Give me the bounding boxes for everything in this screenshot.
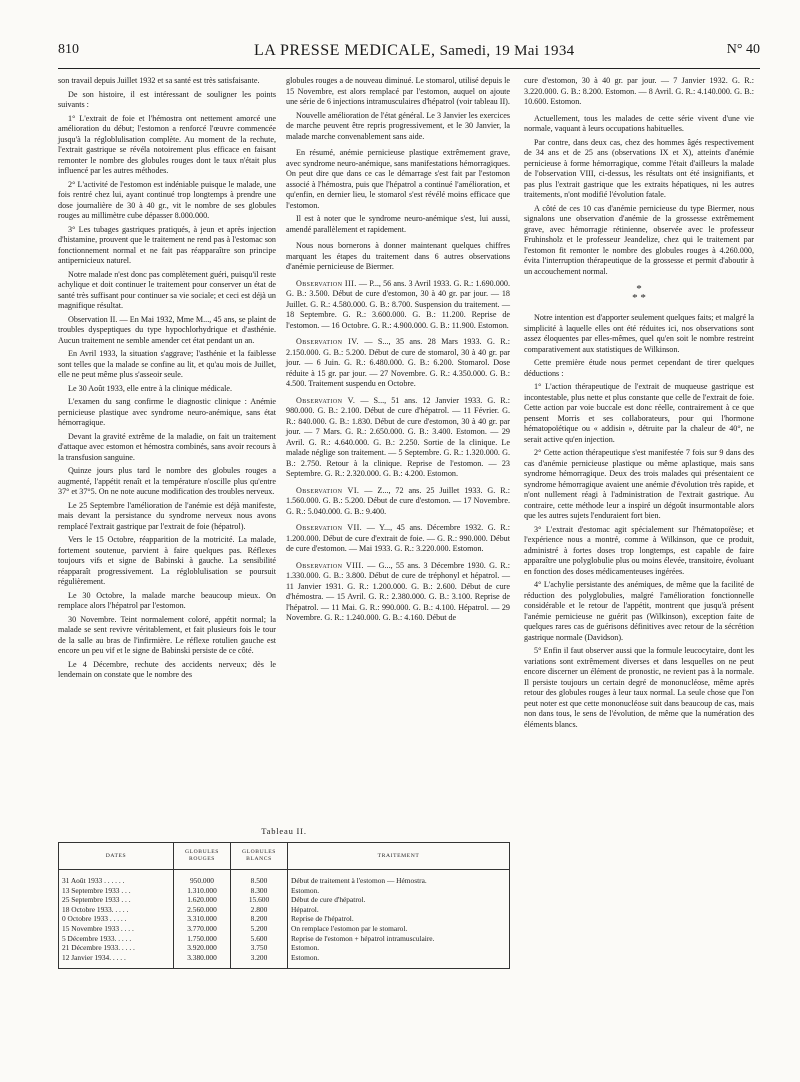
- table-row: [59, 934, 510, 944]
- paragraph: Le 30 Octobre, la malade marche beaucoup mieux. On remplace alors l'hépatrol par l'estomon.: [58, 590, 276, 610]
- column-header: GLOBULES BLANCS: [231, 843, 288, 870]
- date-cell: 18 Octobre 1933. . . . .: [59, 905, 174, 915]
- treatment-cell: Reprise de l'estomon + hépatrol intramusculaire.: [288, 934, 510, 944]
- red-cells-cell: 3.770.000: [174, 924, 231, 934]
- date-cell: 5 Décembre 1933. . . . .: [59, 934, 174, 944]
- date-cell: 31 Août 1933 . . . . . .: [59, 876, 174, 886]
- treatment-cell: Estomon.: [288, 953, 510, 969]
- paragraph: A côté de ces 10 cas d'anémie pernicieuse du type Biermer, nous signalons une observation d'anémie de la grossesse extrêmement grave, avec hémorragie rétinienne, observée avec le professeur Fruhinsholz et le professeur Jeandelize, chez qui le traitement par l'estomon fit remonter le nombre des globules rouges à 4.260.000, évita l'interruption thérapeutique de la grossesse et permit d'aboutir à un accouchement normal.: [524, 203, 754, 276]
- paragraph: Nouvelle amélioration de l'état général. Le 3 Janvier les exercices de marche peuvent être repris progressivement, et le 30 Janvier, la malade marche convenablement sans aide.: [286, 110, 510, 141]
- paragraph: 4° L'achylie persistante des anémiques, de même que la facilité de réduction des polyglobulies, malgré l'amélioration fonctionnelle considérable et le retour de l'appétit, montrent que jusqu'à présent l'anémie pernicieuse ne guérit pas (Wilkinson), exception faite de quelques rares cas de guérisons définitives avec retour de la sécrétion gastrique normale (Davidson).: [524, 580, 754, 642]
- paragraph: 3° L'extrait d'estomac agit spécialement sur l'hématopoïèse; et l'expérience nous a montré, comme à Wilkinson, que ce produit, administré à fortes doses trop longtemps, est capable de faire apparaître une polyglobulie plus ou moins élevée, transitoire, évoluant en fonction des doses médicamenteuses ingérées.: [524, 524, 754, 576]
- paragraph: En Avril 1933, la situation s'aggrave; l'asthénie et la faiblesse sont telles que la malade se confine au lit, et qu'au mois de Juillet, elle ne peut même plus s'asseoir seule.: [58, 349, 276, 379]
- asterism-line: * *: [632, 292, 646, 304]
- white-cells-cell: 5.200: [231, 924, 288, 934]
- table-row: [59, 905, 510, 915]
- paragraph: Le 4 Décembre, rechute des accidents nerveux; dès le lendemain on constate que le nombre des: [58, 659, 276, 679]
- paragraph: 2° Cette action thérapeutique s'est manifestée 7 fois sur 9 dans des cas d'anémie pernicieuse plastique ou même aplastique, mais sans syndrome hémorragique. Deux des trois malades qui présentaient ce syndrome hémorragique avaient une anémie d'évolution très rapide, et n'ont nullement réagi à l'administration de l'extrait gastrique. Au contraire, cette méthode leur a inspiré un dégoût insurmontable alors que les autres sujets l'enduraient fort bien.: [524, 448, 754, 520]
- treatment-cell: Hépatrol.: [288, 905, 510, 915]
- date-cell: 13 Septembre 1933 . . .: [59, 886, 174, 896]
- asterism-line: *: [636, 283, 642, 295]
- column-header: DATES: [59, 843, 174, 870]
- paragraph: Notre intention est d'apporter seulement quelques faits; et malgré la simplicité à laquelle elles ont été réduites ici, nos observations sont assez éloquentes par elles-mêmes, quel qu'en soit le nombre restreint comparativement aux statistiques de Wilkinson.: [524, 313, 754, 354]
- red-cells-cell: 3.920.000: [174, 943, 231, 953]
- date-cell: 15 Novembre 1933 . . . .: [59, 924, 174, 934]
- treatment-cell: Reprise de l'hépatrol.: [288, 914, 510, 924]
- white-cells-cell: 15.600: [231, 895, 288, 905]
- column-header: GLOBULES ROUGES: [174, 843, 231, 870]
- observation-label: Observation V.: [296, 395, 356, 405]
- white-cells-cell: 8.300: [231, 886, 288, 896]
- table-row: [59, 895, 510, 905]
- date-cell: 25 Septembre 1933 . . .: [59, 895, 174, 905]
- date-cell: 21 Décembre 1933. . . . .: [59, 943, 174, 953]
- issue-date: Samedi, 19 Mai 1934: [439, 43, 575, 59]
- white-cells-cell: 2.800: [231, 905, 288, 915]
- white-cells-cell: 5.600: [231, 934, 288, 944]
- table-row: [59, 953, 510, 969]
- observation-6: [286, 486, 510, 518]
- paragraph: cure d'estomon, 30 à 40 gr. par jour. — 7 Janvier 1932. G. R.: 3.220.000. G. B.: 8.200. Estomon. — 8 Avril. G. R.: 4.140.000. G. B.: 10.600. Estomon.: [524, 76, 754, 106]
- observation-text: — S..., 35 ans. 28 Mars 1933. G. R.: 2.150.000. G. B.: 5.200. Début de cure de stomarol, 30 à 40 gr. par jour. — 6 Juin. G. R.: 6.480.000. G. B.: 6.200. Stomarol. Dose réduite à 15 gr. par jour. — 27 Novembre. G. R.: 4.350.000. G. B.: 4.500. Traitement suspendu en Octobre.: [286, 337, 511, 388]
- red-cells-cell: 3.380.000: [174, 953, 231, 969]
- paragraph: Le 30 Août 1933, elle entre à la clinique médicale.: [68, 383, 233, 393]
- results-table: [58, 842, 510, 969]
- red-cells-cell: 1.750.000: [174, 934, 231, 944]
- paragraph: Vers le 15 Octobre, réapparition de la motricité. La malade, fortement soutenue, parvient à faire quelques pas. Réflexes toujours vifs et signe de Babinski à gauche. La sensibilité réapparaît progressivement. La régloblulisation se poursuit régulièrement.: [58, 535, 276, 586]
- paragraph: Actuellement, tous les malades de cette série vivent d'une vie normale, vaquant à leurs occupations habituelles.: [524, 113, 754, 133]
- white-cells-cell: 3.750: [231, 943, 288, 953]
- column-3: [524, 76, 754, 733]
- treatment-cell: Estomon.: [288, 886, 510, 896]
- observation-label: Observation VI.: [296, 485, 360, 495]
- observation-7: [286, 523, 510, 555]
- paragraph: 30 Novembre. Teint normalement coloré, appétit normal; la malade se sent revivre véritablement, et fait plusieurs fois le tour de la salle au bras de l'infirmière. Le réflexe rotulien gauche est encore un peu vif et le signe de Babinski persiste de ce côté.: [58, 614, 276, 655]
- page-number: 810: [58, 42, 79, 57]
- white-cells-cell: 8.200: [231, 914, 288, 924]
- observation-text: — G..., 55 ans. 3 Décembre 1930. G. R.: 1.330.000. G. B.: 3.800. Début de cure de tréphonyl et hépatrol. — 11 Janvier 1931. G. R.: 1.200.000. G. B.: 2.600. Début de cure d'hémostra. — 15 Avril. G. R.: 2.380.000. G. B.: 3.100. Reprise de l'hépatrol. — 11 Mai. G. R.: 990.000. G. B.: 4.100. Hépatrol. — 29 Novembre. G. R.: 1.240.000. G. B.: 4.160. Début de: [286, 560, 511, 622]
- paragraph: Il est à noter que le syndrome neuro-anémique s'est, lui aussi, amendé parallèlement et rapidement.: [286, 214, 510, 234]
- treatment-cell: Début de cure d'hépatrol.: [288, 895, 510, 905]
- paragraph: Par contre, dans deux cas, chez des hommes âgés respectivement de 34 ans et de 25 ans (observations IX et X), atteints d'anémie pernicieuse à forme hémorragique, comme l'était d'ailleurs la malade de l'observation VIII, ci-dessus, les résultats ont été insignifiants, et pas plus l'extrait gastrique que les extraits hépatiques, ni les autres traitements, n'ont modifié l'évolution fatale.: [524, 137, 754, 199]
- table-row: [59, 924, 510, 934]
- observation-8: [286, 561, 510, 624]
- table-header-row: [59, 843, 510, 870]
- date-cell: 12 Janvier 1934. . . . .: [59, 953, 174, 969]
- observation-label: Observation VIII.: [296, 560, 364, 570]
- page-header: [58, 42, 760, 69]
- paragraph: 1° L'action thérapeutique de l'extrait de muqueuse gastrique est incontestable, plus nette et plus constante que celle de l'extrait de foie. Cette action par voie buccale est donc réelle, contrairement à ce que pensent Morris et ses collaborateurs, pour qui l'hormone hématopoïétique ou « addisin », détruite par la chaleur de 40°, ne serait active qu'en injection.: [524, 382, 754, 444]
- observation-5: [286, 396, 510, 480]
- paragraph: son travail depuis Juillet 1932 et sa santé est très satisfaisante.: [58, 76, 260, 85]
- section-asterism: [524, 285, 754, 303]
- observation-label: Observation III.: [296, 278, 357, 288]
- observation-label: Observation IV.: [296, 337, 359, 346]
- table-ii: [58, 826, 510, 969]
- table-row: [59, 914, 510, 924]
- paragraph: Cette première étude nous permet cependant de tirer quelques déductions :: [524, 358, 754, 378]
- observation-text: — Y..., 45 ans. Décembre 1932. G. R.: 1.200.000. Début de cure d'extrait de foie. — G. R.: 990.000. Début de cure d'estomon. — Mai 1933. G. R.: 3.220.000. Estomon.: [286, 523, 510, 553]
- date-cell: 0 Octobre 1933 . . . . .: [59, 914, 174, 924]
- running-title: [254, 42, 574, 60]
- column-header: TRAITEMENT: [288, 843, 510, 870]
- observation-text: — S..., 51 ans. 12 Janvier 1933. G. R.: 980.000. G. B.: 2.100. Début de cure d'hépatrol. — 11 Février. G. R.: 840.000. G. B.: 1.830. Début de cure d'estomon, 30 à 40 gr. par jour. — 7 Mars. G. R.: 2.650.000. G. B.: 3.400. Estomon. — 29 Avril. G. R.: 4.640.000. G. B.: 2.250. Sortie de la clinique. Le malade néglige son traitement. — 5 Septembre. G. R.: 1.320.000. G. B.: 2.750. Retour à la clinique. Reprise de l'estomon. — 23 Septembre. G. R.: 2.320.000. G. B.: 4.200. Estomon.: [286, 395, 510, 478]
- white-cells-cell: 8.500: [231, 876, 288, 886]
- treatment-cell: Estomon.: [288, 943, 510, 953]
- paragraph: De son histoire, il est intéressant de souligner les points suivants :: [58, 89, 276, 109]
- red-cells-cell: 1.310.000: [174, 886, 231, 896]
- paragraph: Devant la gravité extrême de la maladie, on fait un traitement d'attaque avec estomon et hémostra combinés, sans avoir recours à la transfusion sanguine.: [58, 431, 276, 462]
- red-cells-cell: 3.310.000: [174, 914, 231, 924]
- paragraph: Quinze jours plus tard le nombre des globules rouges a augmenté, l'appétit renaît et la température n'oscille plus qu'entre 37° et 37°5. On ne note aucune modification des troubles nerveux.: [58, 466, 276, 496]
- table-caption: Tableau II.: [261, 826, 307, 836]
- red-cells-cell: 1.620.000: [174, 895, 231, 905]
- paragraph: Notre malade n'est donc pas complètement guéri, puisqu'il reste achylique et doit continuer le traitement pour conserver un état de santé très suffisant pour continuer sa vie sociale; et ceci est déjà un magnifique résultat.: [58, 269, 276, 310]
- paragraph: globules rouges a de nouveau diminué. Le stomarol, utilisé depuis le 15 Novembre, est alors remplacé par l'estomon, auquel on ajoute une série de 6 injections intramusculaires d'hépatrol (voir tableau II).: [286, 76, 510, 106]
- paragraph: Observation II. — En Mai 1932, Mme M..., 45 ans, se plaint de troubles dyspeptiques du type hypochlorhydrique et d'asthénie. Aucun traitement ne semble amender cet état pendant un an.: [58, 314, 276, 345]
- observation-4: [286, 337, 510, 390]
- red-cells-cell: 950.000: [174, 876, 231, 886]
- paragraph: 2° L'activité de l'estomon est indéniable puisque le malade, une fois rentré chez lui, ayant continué trop longtemps à prendre une dose journalière de 30 à 40 gr., vit le nombre de ses globules rouges au millimètre cube dépasser 8.000.000.: [58, 179, 276, 220]
- table-row: [59, 943, 510, 953]
- white-cells-cell: 3.200: [231, 953, 288, 969]
- paragraph: 3° Les tubages gastriques pratiqués, à jeun et après injection d'histamine, prouvent que le traitement ne rend pas à l'estomac son fonctionnement normal et ne fait pas réapparaître son principe antipernicieux naturel.: [58, 224, 276, 265]
- column-1: [58, 76, 276, 684]
- paragraph: Nous nous bornerons à donner maintenant quelques chiffres marquant les étapes du traitement dans 6 autres observations d'anémie pernicieuse de Biermer.: [286, 241, 510, 271]
- observation-label: Observation VII.: [296, 523, 363, 532]
- journal-name: LA PRESSE MEDICALE,: [254, 42, 436, 59]
- treatment-cell: On remplace l'estomon par le stomarol.: [288, 924, 510, 934]
- treatment-cell: Début de traitement à l'estomon — Hémostra.: [288, 876, 510, 886]
- table-row: [59, 886, 510, 896]
- observation-text: — Z..., 72 ans. 25 Juillet 1933. G. R.: 1.560.000. G. B.: 5.200. Début de cure d'estomon. — 17 Novembre. G. R.: 5.040.000. G. B.: 9.400.: [286, 485, 510, 516]
- red-cells-cell: 2.560.000: [174, 905, 231, 915]
- paragraph: 5° Enfin il faut observer aussi que la formule leucocytaire, dont les variations sont extrêmement diverses et dans lesquelles on ne peut encore discerner un élément de pronostic, ne revient pas à la normale. Il persiste toujours un certain degré de mononucléose, même après retour des globules rouges à leur taux normal. La seule chose que l'on peut noter est que cette mononucléose suit dans beaucoup de cas, mais non dans tous, le sens de l'évolution, de même que la numération des éléments blancs.: [524, 646, 754, 729]
- column-2: [286, 76, 510, 627]
- observation-3: [286, 279, 510, 332]
- table-row: [59, 876, 510, 886]
- paragraph: Le 25 Septembre l'amélioration de l'anémie est déjà manifeste, mais devant la persistance du syndrome nerveux nous avons remplacé l'extrait gastrique par l'extrait de foie (hépatrol).: [58, 500, 276, 531]
- paragraph: L'examen du sang confirme le diagnostic clinique : Anémie pernicieuse plastique avec syndrome neuro-anémique, sans état hémorragique.: [58, 397, 276, 427]
- paragraph: 1° L'extrait de foie et l'hémostra ont nettement amorcé une amélioration du début; l'estomon a renforcé l'œuvre commencée jusqu'à la régloblulisation complète. Au moment de la rechute, l'extrait gastrique se révéla notoirement plus efficace en faisant remonter le nombre des globules rouges dont le taux n'était plus influencé par les autres méthodes.: [58, 113, 276, 175]
- issue-number: N° 40: [726, 42, 760, 57]
- observation-text: — P..., 56 ans. 3 Avril 1933. G. R.: 1.690.000. G. B.: 3.500. Début de cure d'estomon, 30 à 40 gr. par jour. — 18 Juillet. G. R.: 4.580.000. G. B.: 8.700. Suspension du traitement. — 18 Septembre. G. R.: 3.600.000. G. B.: 11.200. Reprise de l'estomon. — 16 Octobre. G. R.: 4.900.000. G. B.: 11.900. Estomon.: [286, 278, 510, 330]
- paragraph: En résumé, anémie pernicieuse plastique extrêmement grave, avec syndrome neuro-anémique, sans manifestations hémorragiques. On peut dire que dans ce cas le démarrage s'est fait par l'estomon associé à l'hémostra, puis que l'hépatrol a continué l'amélioration, et qu'enfin, en dernier lieu, le stomarol s'est révélé moins efficace que l'estomon.: [286, 148, 510, 210]
